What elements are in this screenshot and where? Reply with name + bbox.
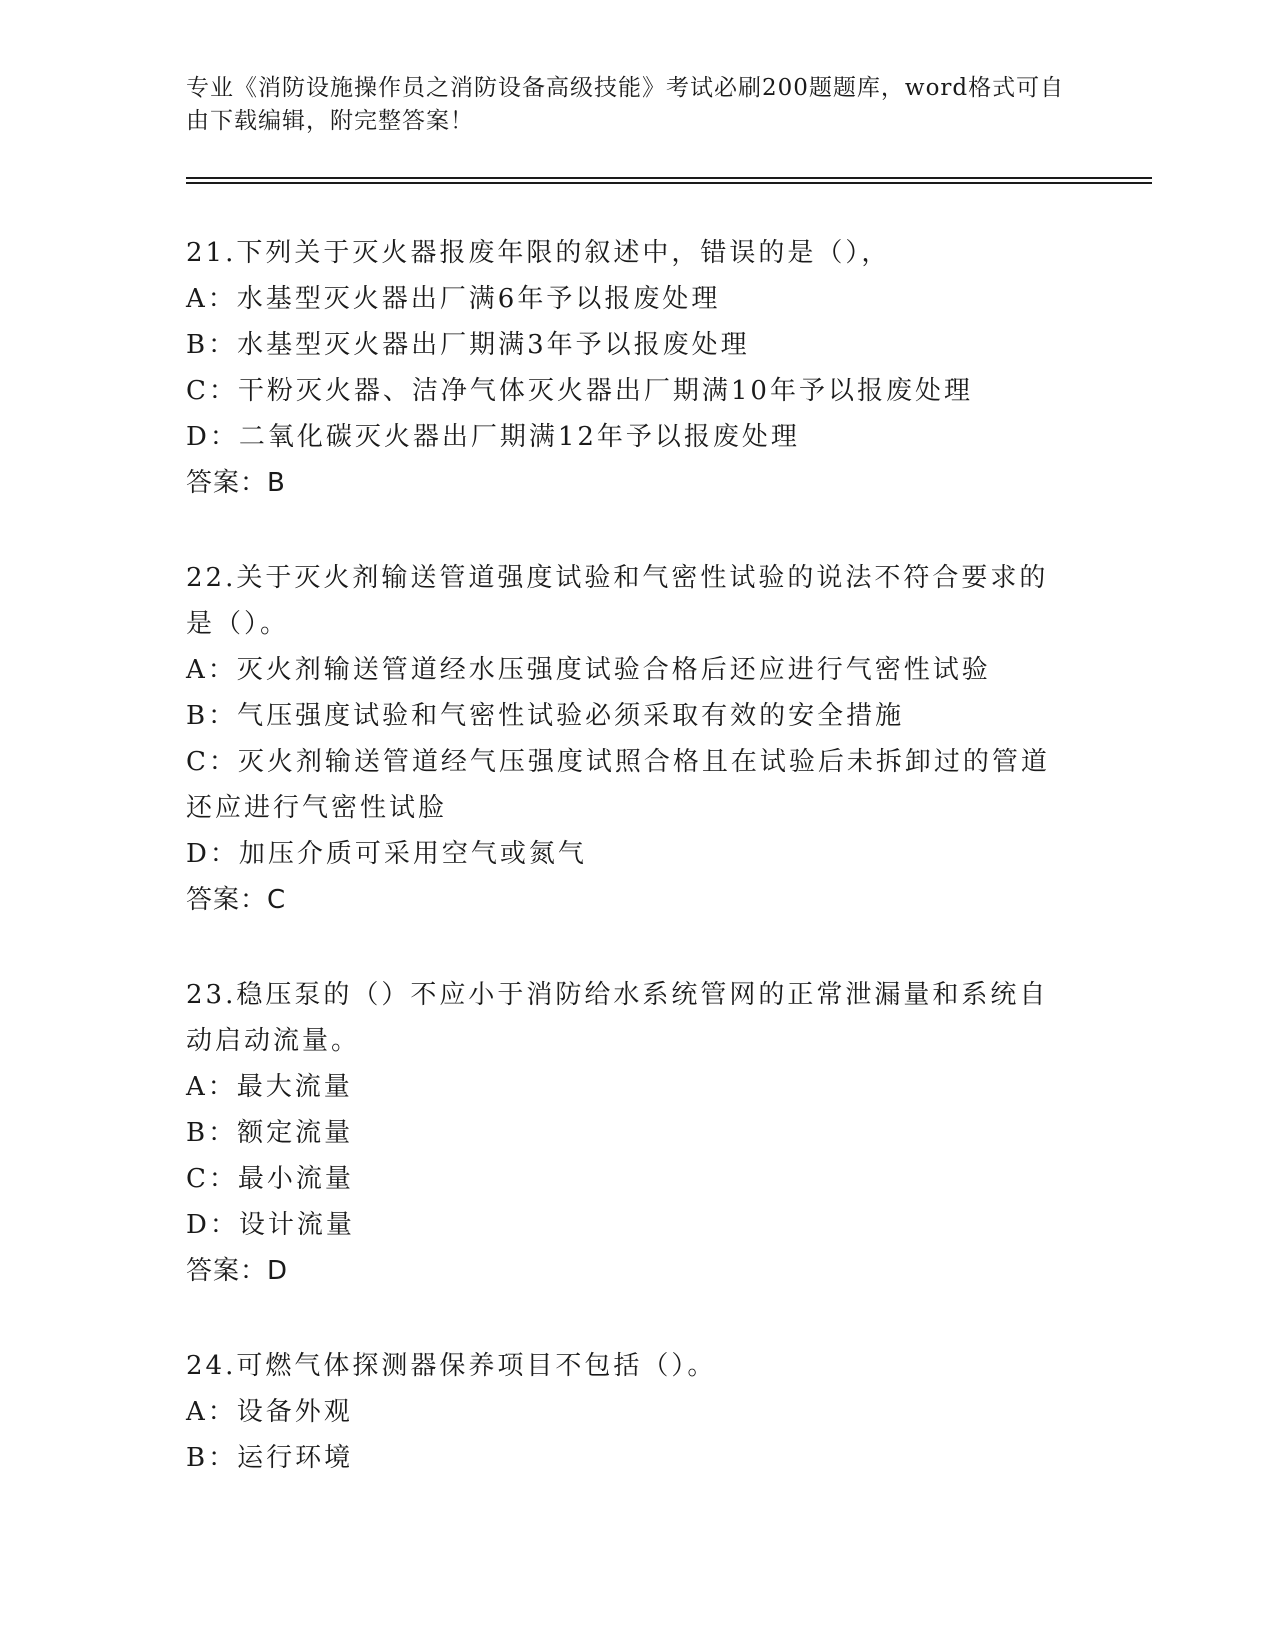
answer-line: 答案：D [186,1256,289,1286]
answer-line: 答案：B [186,468,286,498]
answer-line: 答案：C [186,885,287,915]
option-a: A：设备外观 [186,1397,353,1427]
option-c: C：最小流量 [186,1164,354,1194]
header-rule-top [186,177,1152,179]
option-a: A：水基型灭火器出厂满6年予以报废处理 [186,284,721,314]
question-item [186,1343,1086,1481]
option-b: B：水基型灭火器出厂期满3年予以报废处理 [186,330,750,360]
option-b: B：额定流量 [186,1118,354,1148]
header-rule-bottom [186,182,1152,184]
document-header: 专业《消防设施操作员之消防设备高级技能》考试必刷200题题库，word格式可自由下载编辑，附完整答案！ [186,75,1065,134]
option-d: D：二氧化碳灭火器出厂期满12年予以报废处理 [186,422,800,452]
question-item [186,555,1086,923]
question-stem: 23.稳压泵的（）不应小于消防给水系统管网的正常泄漏量和系统自动启动流量。 [186,980,1049,1056]
option-d: D：加压介质可采用空气或氮气 [186,839,587,869]
question-stem: 21.下列关于灭火器报废年限的叙述中，错误的是（）， [186,238,891,268]
option-c: C：灭火剂输送管道经气压强度试照合格且在试验后未拆卸过的管道还应进行气密性试脸 [186,747,1050,823]
option-d: D：设计流量 [186,1210,355,1240]
option-a: A：最大流量 [186,1072,353,1102]
option-b: B：运行环境 [186,1443,354,1473]
option-b: B：气压强度试验和气密性试验必须采取有效的安全措施 [186,701,905,731]
option-a: A：灭火剂输送管道经水压强度试验合格后还应进行气密性试验 [186,655,991,685]
question-item [186,230,1086,506]
question-list [186,230,1086,1530]
question-item [186,972,1086,1294]
question-stem: 24.可燃气体探测器保养项目不包括（）。 [186,1351,717,1381]
option-c: C：干粉灭火器、洁净气体灭火器出厂期满10年予以报废处理 [186,376,973,406]
question-stem: 22.关于灭火剂输送管道强度试验和气密性试验的说法不符合要求的是（）。 [186,563,1049,639]
